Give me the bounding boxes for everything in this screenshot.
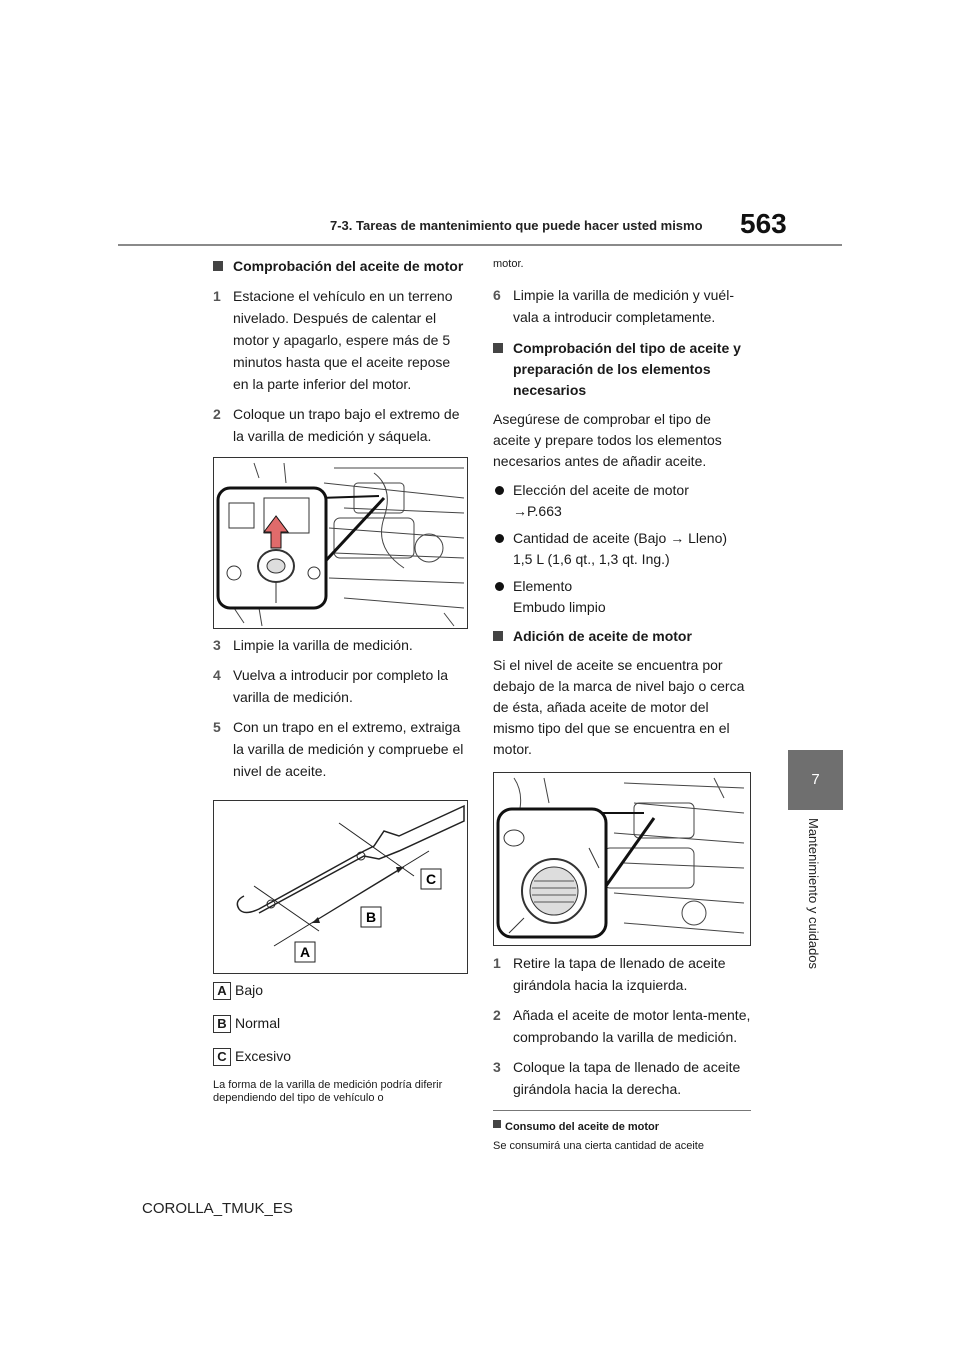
heading-oil-check: Comprobación del aceite de motor [213, 256, 468, 277]
bullet-oil-choice: Elección del aceite de motor →P.663 [493, 480, 751, 522]
step-6: 6 Limpie la varilla de medición y vuél-vala a introducir completamente. [493, 287, 734, 325]
continued-text: motor. [493, 258, 524, 270]
document-code: COROLLA_TMUK_ES [142, 1200, 293, 1217]
oil-consumption-text: Se consumirá una cierta cantidad de aceite [493, 1140, 704, 1152]
header-rule [118, 244, 842, 246]
bullet-dot-icon [495, 486, 504, 495]
legend-normal: B Normal [213, 1013, 468, 1034]
step-4: 4 Vuelva a introducir por completo la varilla de medición. [213, 667, 449, 705]
oil-filler-cap-figure [493, 772, 751, 946]
square-bullet-icon [493, 1120, 501, 1128]
engine-dipstick-illustration [214, 458, 466, 628]
dipstick-levels-figure [213, 800, 468, 974]
bullet-oil-quantity: Cantidad de aceite (Bajo → Lleno) 1,5 L (1,6 qt., 1,3 qt. Ing.) [493, 528, 751, 570]
section-title: 7-3. Tareas de mantenimiento que puede hacer usted mismo [330, 218, 703, 233]
bullet-item: Elemento Embudo limpio [493, 576, 751, 618]
label-c: C [425, 871, 437, 887]
square-bullet-icon [213, 261, 223, 271]
heading-oil-type: Comprobación del tipo de aceite y preparación de los elementos necesarios [493, 338, 751, 401]
label-a: A [299, 944, 311, 960]
add-step-3: 3 Coloque la tapa de llenado de aceite girándola hacia la derecha. [493, 1059, 741, 1097]
bullet-dot-icon [495, 534, 504, 543]
right-column [493, 256, 751, 1153]
add-oil-paragraph: Si el nivel de aceite se encuentra por debajo de la marca de nivel bajo o cerca de ésta, añada aceite de motor del mismo tipo del que se encuentra en el motor. [493, 657, 745, 757]
dipstick-note: La forma de la varilla de medición podría diferir dependiendo del tipo de vehículo o [213, 1079, 443, 1104]
step-1: 1 Estacione el vehículo en un terreno nivelado. Después de calentar el motor y apagarlo, espere más de 5 minutos hasta que el aceite repose en la parte inferior del motor. [213, 288, 453, 392]
square-bullet-icon [493, 343, 503, 353]
bullet-dot-icon [495, 582, 504, 591]
subheading-oil-consumption: Consumo del aceite de motor [493, 1117, 751, 1138]
heading-add-oil: Adición de aceite de motor [493, 626, 751, 647]
engine-dipstick-figure [213, 457, 468, 629]
add-step-1: 1 Retire la tapa de llenado de aceite girándola hacia la izquierda. [493, 955, 726, 993]
dipstick-levels-illustration [214, 801, 466, 973]
left-column [213, 256, 468, 1105]
legend-excess: C Excesivo [213, 1046, 468, 1067]
step-2: 2 Coloque un trapo bajo el extremo de la varilla de medición y sáquela. [213, 406, 460, 444]
oil-filler-cap-illustration [494, 773, 749, 945]
step-3: 3 Limpie la varilla de medición. [213, 637, 413, 653]
legend-low: A Bajo [213, 980, 468, 1001]
label-b: B [365, 909, 377, 925]
chapter-tab: 7 [788, 750, 843, 810]
divider [493, 1110, 751, 1111]
oil-type-paragraph: Asegúrese de comprobar el tipo de aceite y prepare todos los elementos necesarios antes de añadir aceite. [493, 411, 722, 469]
page-number: 563 [740, 208, 787, 239]
step-5: 5 Con un trapo en el extremo, extraiga la varilla de medición y compruebe el nivel de aceite. [213, 719, 464, 779]
add-step-2: 2 Añada el aceite de motor lenta-mente, comprobando la varilla de medición. [493, 1007, 751, 1045]
square-bullet-icon [493, 631, 503, 641]
chapter-label: Mantenimiento y cuidados [806, 818, 821, 970]
